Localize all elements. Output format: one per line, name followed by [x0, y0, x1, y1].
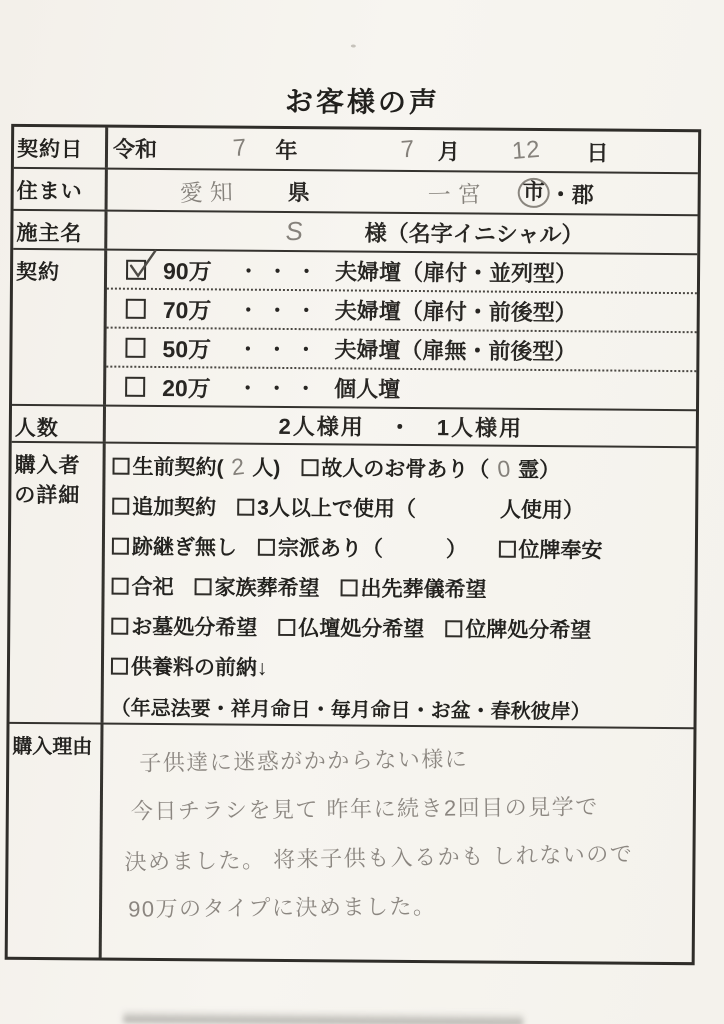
- contract-options: [106, 251, 697, 410]
- row-label-purchaser-details: [10, 443, 106, 723]
- detail-label: 3人以上で使用（ 人使用）: [257, 496, 584, 523]
- detail-line: [111, 646, 694, 691]
- contract-option: [107, 251, 697, 295]
- handwritten-value: 2: [230, 452, 246, 480]
- residence-cell: [108, 170, 698, 215]
- row-purchase-reason: [8, 724, 694, 962]
- detail-label: 供養料の前納↓: [130, 655, 268, 680]
- owner-name-suffix-label: 様（名字イニシャル）: [364, 220, 584, 248]
- row-label-residence: 住まい: [14, 169, 108, 210]
- people-count-value: 2人様用 ・ 1人様用: [278, 413, 524, 441]
- option-description: 個人壇: [334, 376, 401, 402]
- checkbox: [341, 579, 358, 596]
- checkbox: [195, 578, 212, 595]
- year-unit-label: 年: [275, 137, 298, 163]
- purchase-reason-cell: [102, 725, 694, 963]
- prefecture-unit-label: 県: [287, 179, 310, 205]
- scan-speck: [351, 44, 356, 47]
- purchaser-details-cell: [104, 444, 696, 728]
- owner-initial-handwritten: S: [284, 215, 304, 247]
- row-contract: [12, 250, 697, 411]
- purchaser-details-label-1: 購入者: [14, 453, 81, 478]
- page-title: お客様の声: [284, 85, 441, 119]
- handwriting-line: 90万のタイプに決めました。: [128, 893, 437, 922]
- option-price: 90万: [162, 258, 212, 285]
- contract-date-cell: [108, 128, 698, 173]
- option-description: 夫婦壇（扉無・前後型）: [334, 337, 577, 365]
- checkbox: [237, 498, 254, 515]
- row-residence: [14, 169, 698, 216]
- checkbox: [111, 657, 128, 674]
- checkbox: [126, 298, 146, 318]
- city-circle-mark: [518, 178, 550, 208]
- checkbox: [278, 618, 295, 635]
- handwritten-value: 0: [495, 454, 512, 482]
- prefecture-value-handwritten: 愛知: [179, 178, 241, 206]
- month-value-handwritten: 7: [400, 135, 417, 164]
- row-contract-date: [14, 127, 698, 174]
- day-unit-label: 日: [586, 139, 609, 166]
- option-price: 20万: [162, 375, 211, 402]
- option-dots: ・・・: [238, 339, 326, 362]
- option-dots: ・・・: [238, 378, 326, 401]
- row-owner-name: [13, 211, 697, 255]
- day-value-handwritten: 12: [510, 135, 542, 165]
- scan-shadow: [123, 1010, 523, 1024]
- detail-line: [112, 486, 695, 531]
- detail-label: 生前契約(: [132, 455, 224, 480]
- row-label-contract-date: 契約日: [14, 127, 108, 168]
- checkbox: [125, 376, 145, 396]
- year-value-handwritten: 7: [231, 134, 249, 163]
- detail-line: [112, 446, 695, 491]
- detail-label: 位牌奉安: [518, 538, 603, 563]
- month-unit-label: 月: [437, 138, 460, 164]
- contract-option: [107, 290, 697, 334]
- detail-label: 宗派あり（ ）: [277, 536, 499, 562]
- detail-line: [111, 606, 694, 651]
- checkbox: [125, 337, 145, 357]
- checkbox: [111, 617, 128, 634]
- city-unit-label: 市: [522, 178, 545, 205]
- purchaser-details-label-2: の詳細: [14, 483, 81, 508]
- checkbox: [498, 540, 515, 557]
- era-label: 令和: [112, 136, 158, 162]
- detail-label: 追加契約: [132, 495, 238, 520]
- row-label-purchase-reason: 購入理由: [8, 724, 104, 958]
- contract-option: [106, 368, 696, 410]
- handwritten-check-icon: [124, 247, 160, 283]
- option-price: 50万: [162, 336, 212, 363]
- row-purchaser-details: [10, 443, 696, 729]
- row-people-count: [12, 406, 696, 448]
- detail-label: 合祀: [131, 575, 195, 600]
- handwriting-line: 決めました。 将来子供も入るかも しれないので: [124, 841, 634, 875]
- detail-label: 跡継ぎ無し: [131, 535, 258, 560]
- detail-line: [111, 566, 694, 611]
- row-label-contract: 契約: [12, 250, 107, 405]
- city-value-handwritten: 一宮: [427, 180, 489, 208]
- checkbox: [112, 457, 129, 474]
- checkbox: [445, 620, 462, 637]
- owner-name-cell: [107, 212, 697, 254]
- option-dots: ・・・: [238, 261, 327, 284]
- option-description: 夫婦壇（扉付・並列型）: [334, 259, 578, 287]
- form-table: [5, 124, 702, 965]
- option-description: 夫婦壇（扉付・前後型）: [334, 298, 577, 326]
- checkbox: [301, 459, 318, 476]
- handwriting-line: 今日チラシを見て 昨年に続き2回目の見学で: [130, 794, 599, 824]
- checkbox: [112, 577, 129, 594]
- detail-line: [111, 686, 694, 731]
- detail-label: お墓処分希望: [131, 615, 279, 640]
- checkbox: [258, 538, 275, 555]
- checkbox: [112, 537, 129, 554]
- row-label-people-count: 人数: [12, 406, 106, 442]
- option-dots: ・・・: [238, 300, 326, 323]
- district-unit-label: ・郡: [549, 181, 594, 207]
- handwriting-line: 子供達に迷惑がかからない様に: [139, 746, 469, 776]
- detail-label: 人): [252, 456, 302, 481]
- row-label-owner-name: 施主名: [13, 211, 107, 249]
- detail-label: （年忌法要・祥月命日・毎月命日・お盆・春秋彼岸）: [110, 697, 591, 723]
- checkbox: [112, 497, 129, 514]
- detail-line: [112, 526, 695, 571]
- detail-label: 故人のお骨あり（: [321, 457, 490, 482]
- checkbox-checked: [126, 259, 146, 279]
- detail-label: 霊）: [518, 458, 561, 483]
- detail-label: 位牌処分希望: [465, 618, 592, 643]
- detail-label: 家族葬希望: [214, 576, 341, 601]
- detail-label: 仏壇処分希望: [298, 617, 446, 642]
- contract-option: [106, 329, 696, 373]
- detail-label: 出先葬儀希望: [360, 577, 487, 602]
- option-price: 70万: [162, 297, 212, 324]
